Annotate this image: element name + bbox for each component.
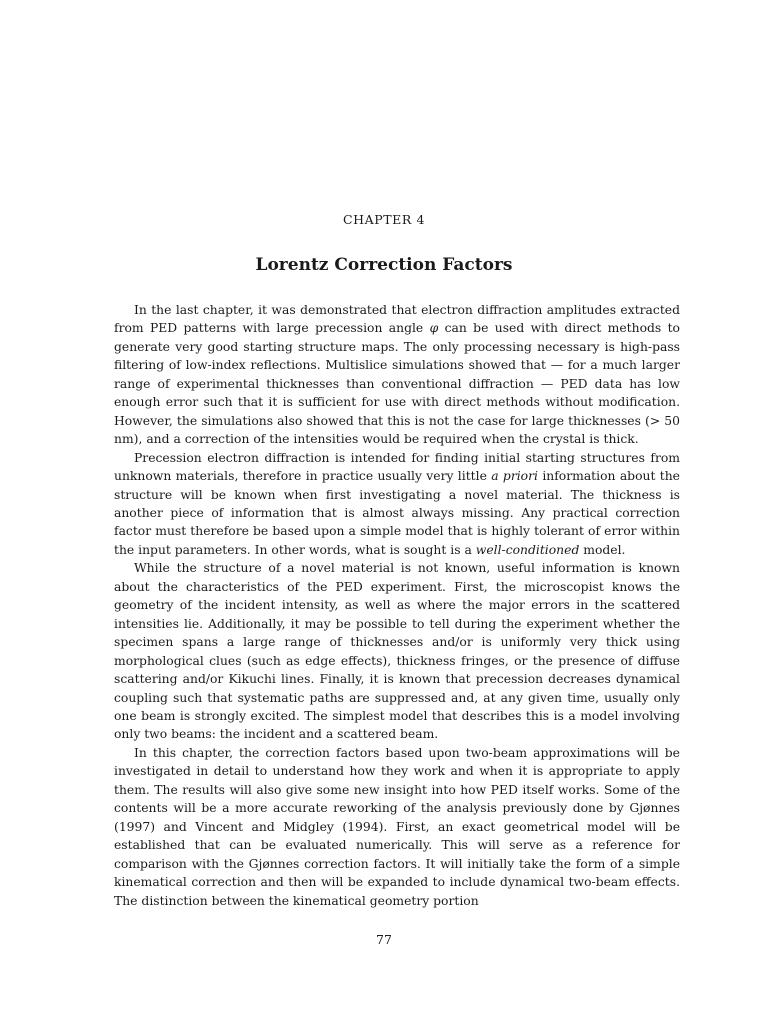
paragraph-text: Precession electron diffraction is intended for finding initial starting structures from unknown materials, therefore in practice usually very little bbox=[114, 450, 680, 484]
body-paragraph bbox=[114, 744, 680, 910]
italic-text: a priori bbox=[491, 469, 538, 484]
chapter-body bbox=[114, 301, 680, 910]
page-number: 77 bbox=[376, 932, 392, 947]
paragraph-text: In the last chapter, it was demonstrated that electron diffraction amplitudes extracted from PED patterns with large precession angle bbox=[114, 303, 680, 336]
paragraph-text: In this chapter, the correction factors based upon two-beam approximations will be investigated in detail to understand how they work and when it is appropriate to apply them. The results will also give some new insight into how PED itself works. Some of the contents will be a more accurate reworking of the analysis previously done by Gjønnes (1997) and Vincent and Midgley (1994). First, an exact geometrical model will be established that can be evaluated numerically. This will serve as a reference for comparison with the Gjønnes correction factors. It will initially take the form of a simple kinematical correction and then will be expanded to include dynamical two-beam effects. The distinction between the kinematical geometry portion bbox=[114, 745, 680, 908]
italic-text: well-conditioned bbox=[475, 542, 580, 557]
body-paragraph bbox=[114, 449, 680, 560]
body-paragraph bbox=[114, 301, 680, 449]
paragraph-text: can be used with direct methods to generate very good starting structure maps. The only processing necessary is high-pass filtering of low-index reflections. Multislice simulations showed that — for a much larger range of experimental thicknesses than conventional diffraction — PED data has low enough error such that it is sufficient for use with direct methods without modification. However, the simulations also showed that this is not the case for large thicknesses (> 50 nm), and a correction of the intensities would be required when the crystal is thick. bbox=[114, 321, 680, 447]
italic-text: φ bbox=[429, 321, 439, 336]
body-paragraph bbox=[114, 559, 680, 744]
paragraph-text: While the structure of a novel material is not known, useful information is known about the characteristics of the PED experiment. First, the microscopist knows the geometry of the incident intensity, as well as where the major errors in the scattered intensities lie. Additionally, it may be possible to tell during the experiment whether the specimen spans a large range of thicknesses and/or is uniformly very thick using morphological clues (such as edge effects), thickness fringes, or the presence of diffuse scattering and/or Kikuchi lines. Finally, it is known that precession decreases dynamical coupling such that systematic paths are suppressed and, at any given time, usually only one beam is strongly excited. The simplest model that describes this is a model involving only two beams: the incident and a scattered beam. bbox=[114, 561, 680, 742]
paragraph-text: information about the structure will be known when first investigating a novel material. The thickness is another piece of information that is almost always missing. Any practical correction factor must therefore be based upon a simple model that is highly tolerant of error within the input parameters. In other words, what is sought is a bbox=[114, 469, 680, 557]
chapter-label: CHAPTER 4 bbox=[342, 212, 426, 227]
paragraph-text: model. bbox=[579, 542, 626, 557]
chapter-title: Lorentz Correction Factors bbox=[255, 255, 513, 275]
